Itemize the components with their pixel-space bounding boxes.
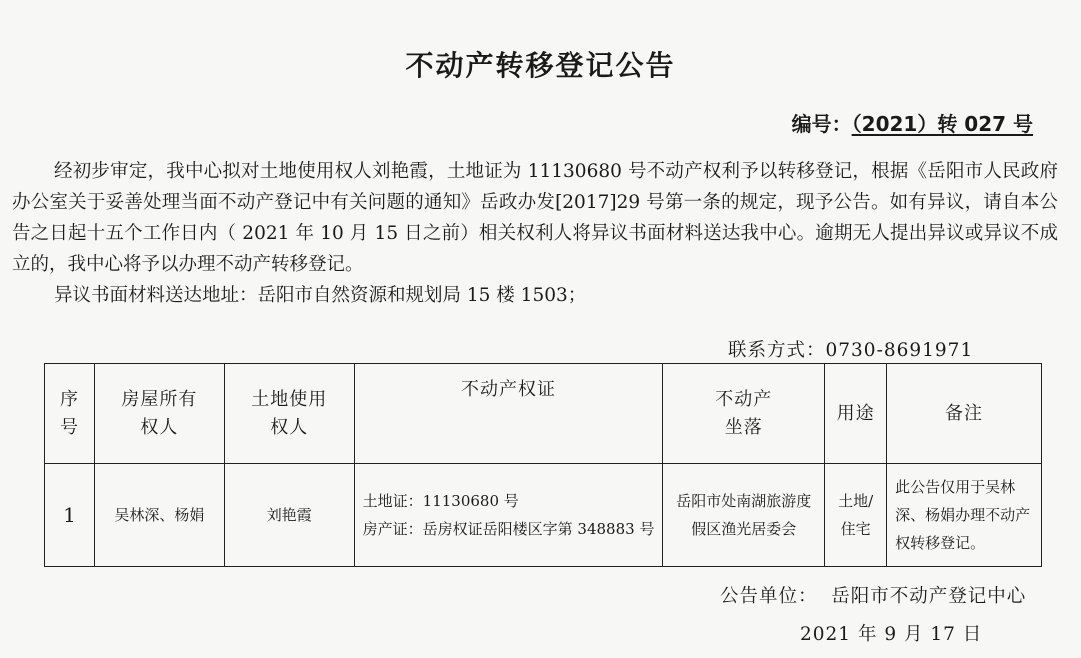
header-house-owner: 房屋所有 权人 xyxy=(94,364,224,464)
notice-body xyxy=(12,156,1058,311)
table-header-row xyxy=(45,364,1042,464)
cell-certificate xyxy=(354,464,663,567)
page-title: 不动产转移登记公告 xyxy=(405,49,676,82)
cell-usage: 土地/住宅 xyxy=(825,464,887,567)
contact-info: 联系方式：0730-8691971 xyxy=(728,340,974,361)
header-seq: 序 号 xyxy=(45,364,95,464)
header-certificate: 不动产权证 xyxy=(354,364,663,464)
cell-land-user: 刘艳霞 xyxy=(224,464,354,567)
table-row xyxy=(45,464,1042,567)
notice-paragraph-main: 经初步审定，我中心拟对土地使用权人刘艳霞，土地证为 11130680 号不动产权利予以转移登记，根据《岳阳市人民政府办公室关于妥善处理当面不动产登记中有关问题的通知》岳政办发[2017]29 号第一条的规定，现予公告。如有异议，请自本公告之日起十五个工作日内（ 2021 年 10 月 15 日之前）相关权利人将异议书面材料送达我中心。逾期无人提出异议或异议不成立的，我中心将予以办理不动产转移登记。 xyxy=(12,161,1058,275)
cell-house-owner: 吴林深、杨娟 xyxy=(94,464,224,567)
header-remark: 备注 xyxy=(887,364,1042,464)
header-usage: 用途 xyxy=(825,364,887,464)
cell-remark: 此公告仅用于吴林深、杨娟办理不动产权转移登记。 xyxy=(887,464,1042,567)
issuing-unit: 公告单位： 岳阳市不动产登记中心 xyxy=(720,586,1027,607)
issue-date: 2021 年 9 月 17 日 xyxy=(800,624,983,645)
cell-seq: 1 xyxy=(45,464,95,567)
land-certificate: 土地证：11130680 号 xyxy=(362,492,519,510)
header-land-user: 土地使用 权人 xyxy=(224,364,354,464)
document-number xyxy=(792,108,1033,137)
registration-table xyxy=(44,363,1042,567)
cell-location: 岳阳市处南湖旅游度假区渔光居委会 xyxy=(663,464,825,567)
document-number-value: （2021）转 027 号 xyxy=(851,112,1033,136)
house-certificate: 房产证：岳房权证岳阳楼区字第 348883 号 xyxy=(362,520,655,538)
notice-paragraph-address: 异议书面材料送达地址：岳阳市自然资源和规划局 15 楼 1503； xyxy=(54,285,587,306)
header-location: 不动产 坐落 xyxy=(663,364,825,464)
document-number-label: 编号： xyxy=(791,112,852,136)
